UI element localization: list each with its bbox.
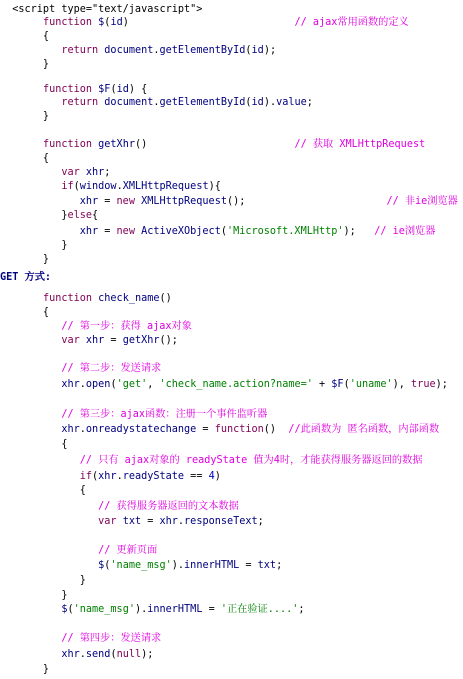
code-line: function check_name() [42, 293, 172, 304]
code-line: xhr.open('get', 'check_name.action?name=' + $F('uname'), true); [61, 379, 448, 390]
code-line: } [0, 664, 50, 675]
code-line: // 第三步：ajax函数：注册一个事件监听器 [61, 409, 268, 420]
code-line: { [0, 307, 50, 318]
code-line: xhr.send(null); [61, 649, 154, 660]
code-line: var xhr; [61, 167, 111, 178]
section-heading: GET 方式: [0, 272, 52, 283]
code-line: if(window.XMLHttpRequest){ [61, 181, 221, 192]
code-line: // 第一步：获得 ajax对象 [61, 321, 192, 332]
code-line: { [0, 485, 86, 496]
code-line: if(xhr.readyState == 4) [79, 471, 221, 482]
code-line: // 更新页面 [98, 545, 158, 556]
code-line: $('name_msg').innerHTML = txt; [98, 560, 283, 571]
code-line: { [0, 153, 50, 164]
code-line: }else{ [0, 210, 99, 221]
code-line: // 第四步：发送请求 [61, 633, 162, 644]
code-line: // 只有 ajax对象的 readyState 值为4时，才能获得服务器返回的数据 [79, 455, 423, 466]
code-line: xhr = new ActiveXObject('Microsoft.XMLHttp'); // ie浏览器 [79, 226, 436, 237]
code-line: function getXhr() // 获取 XMLHttpRequest [42, 139, 426, 150]
code-line: } [0, 590, 68, 601]
code-line: // 第二步：发送请求 [61, 363, 162, 374]
code-line: return document.getElementById(id).value; [61, 97, 313, 108]
code-line: return document.getElementById(id); [61, 45, 277, 56]
code-line: var xhr = getXhr(); [61, 335, 178, 346]
code-line: } [0, 240, 68, 251]
code-line: } [0, 111, 50, 122]
code-line: xhr = new XMLHttpRequest(); // 非ie浏览器 [79, 196, 458, 207]
code-line: xhr.onreadystatechange = function() //此函数为 匿名函数，内部函数 [61, 424, 440, 435]
code-line: { [0, 439, 68, 450]
code-line: function $(id) // ajax常用函数的定义 [42, 17, 409, 28]
code-line: { [0, 31, 50, 42]
code-line: $('name_msg').innerHTML = '正在验证....'; [61, 604, 305, 615]
code-line: } [0, 59, 50, 70]
code-line: var txt = xhr.responseText; [98, 516, 264, 527]
code-line: // 获得服务器返回的文本数据 [98, 501, 239, 512]
code-line: <script type="text/javascript"> [0, 4, 203, 15]
code-line: } [0, 575, 86, 586]
code-line: } [0, 254, 50, 265]
code-line: function $F(id) { [42, 84, 148, 95]
